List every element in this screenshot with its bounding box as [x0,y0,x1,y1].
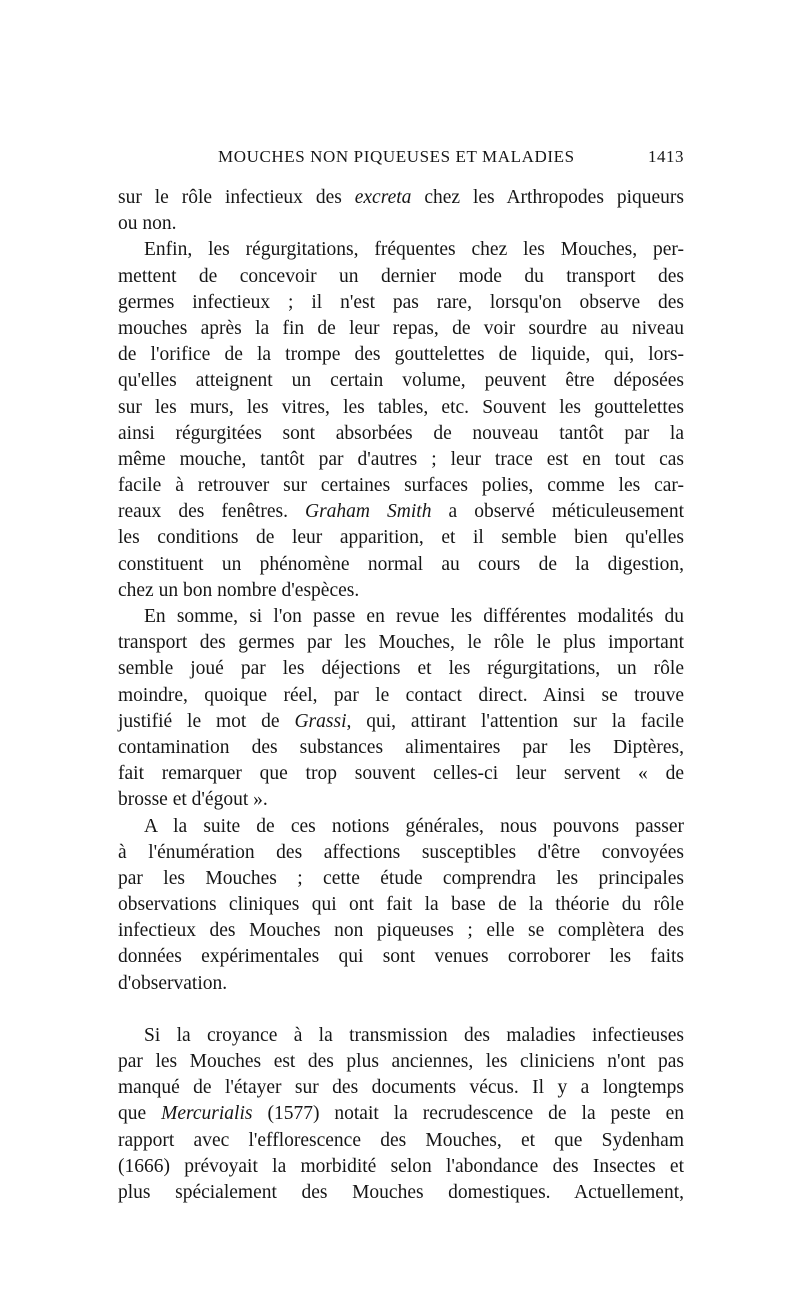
text-line: d'observation. [118,972,228,994]
text-line: fait remarquer que trop souvent celles-ci leur servent « de [118,763,684,785]
text-line: germes infectieux ; il n'est pas rare, lorsqu'on observe des [118,291,684,313]
text-line: infectieux des Mouches non piqueuses ; elle se complètera des [118,920,684,942]
text-line: A la suite de ces notions générales, nous pouvons passer [144,815,684,837]
text-line: manqué de l'étayer sur des documents vécus. Il y a longtemps [118,1077,684,1099]
text-line: brosse et d'égout ». [118,789,268,811]
text-line: semble joué par les déjections et les régurgitations, un rôle [118,658,684,680]
text-line: que Mercurialis (1577) notait la recrudescence de la peste en [118,1103,684,1125]
text-line: sur les murs, les vitres, les tables, etc. Souvent les gouttelettes [118,396,684,418]
text-line: à l'énumération des affections susceptibles d'être convoyées [118,841,684,863]
text-line: Enfin, les régurgitations, fréquentes chez les Mouches, per- [144,239,684,261]
text-line: En somme, si l'on passe en revue les différentes modalités du [144,606,684,627]
text-line: reaux des fenêtres. Graham Smith a observé méticuleusement [118,501,685,523]
text-line: de l'orifice de la trompe des gouttelettes de liquide, qui, lors- [118,344,684,366]
paragraph-history [118,1023,684,1206]
paragraph-summary [118,604,684,814]
text-line: mettent de concevoir un dernier mode du transport des [118,265,684,287]
text-line: constituent un phénomène normal au cours de la digestion, [118,553,684,575]
text-line: mouches après la fin de leur repas, de voir sourdre au niveau [118,317,684,339]
paragraph-regurgitations [118,237,684,604]
text-line: observations cliniques qui ont fait la base de la théorie du rôle [118,894,684,916]
text-line: (1666) prévoyait la morbidité selon l'abondance des Insectes et [118,1155,684,1177]
text-line: transport des germes par les Mouches, le rôle le plus important [118,632,684,654]
text-line: sur le rôle infectieux des excreta chez les Arthropodes piqueurs [118,187,684,208]
text-line: Si la croyance à la transmission des maladies infectieuses [144,1024,684,1046]
text-line: moindre, quoique réel, par le contact direct. Ainsi se trouve [118,684,684,706]
text-line: contamination des substances alimentaires par les Diptères, [118,736,684,758]
paragraph-enumeration [118,814,684,997]
text-line: données expérimentales qui sont venues corroborer les faits [118,946,684,968]
paragraph-continuation [118,185,684,237]
section-gap [118,997,684,1023]
text-line: ou non. [118,213,177,235]
text-line: rapport avec l'efflorescence des Mouches, et que Sydenham [118,1129,684,1151]
body-text [118,185,684,1206]
text-line: plus spécialement des Mouches domestiques. Actuellement, [118,1181,684,1203]
text-line: chez un bon nombre d'espèces. [118,579,360,601]
text-line: facile à retrouver sur certaines surfaces polies, comme les car- [118,475,684,497]
text-line: justifié le mot de Grassi, qui, attirant l'attention sur la facile [118,710,684,732]
text-line: qu'elles atteignent un certain volume, peuvent être déposées [118,370,684,392]
running-head [118,147,684,171]
text-line: même mouche, tantôt par d'autres ; leur trace est en tout cas [118,448,684,470]
text-line: les conditions de leur apparition, et il semble bien qu'elles [118,527,684,549]
running-title: MOUCHES NON PIQUEUSES ET MALADIES [218,147,575,166]
text-line: ainsi régurgitées sont absorbées de nouveau tantôt par la [118,422,684,444]
page-number: 1413 [648,147,684,166]
text-line: par les Mouches est des plus anciennes, les cliniciens n'ont pas [118,1051,684,1072]
text-line: par les Mouches ; cette étude comprendra les principales [118,867,684,889]
